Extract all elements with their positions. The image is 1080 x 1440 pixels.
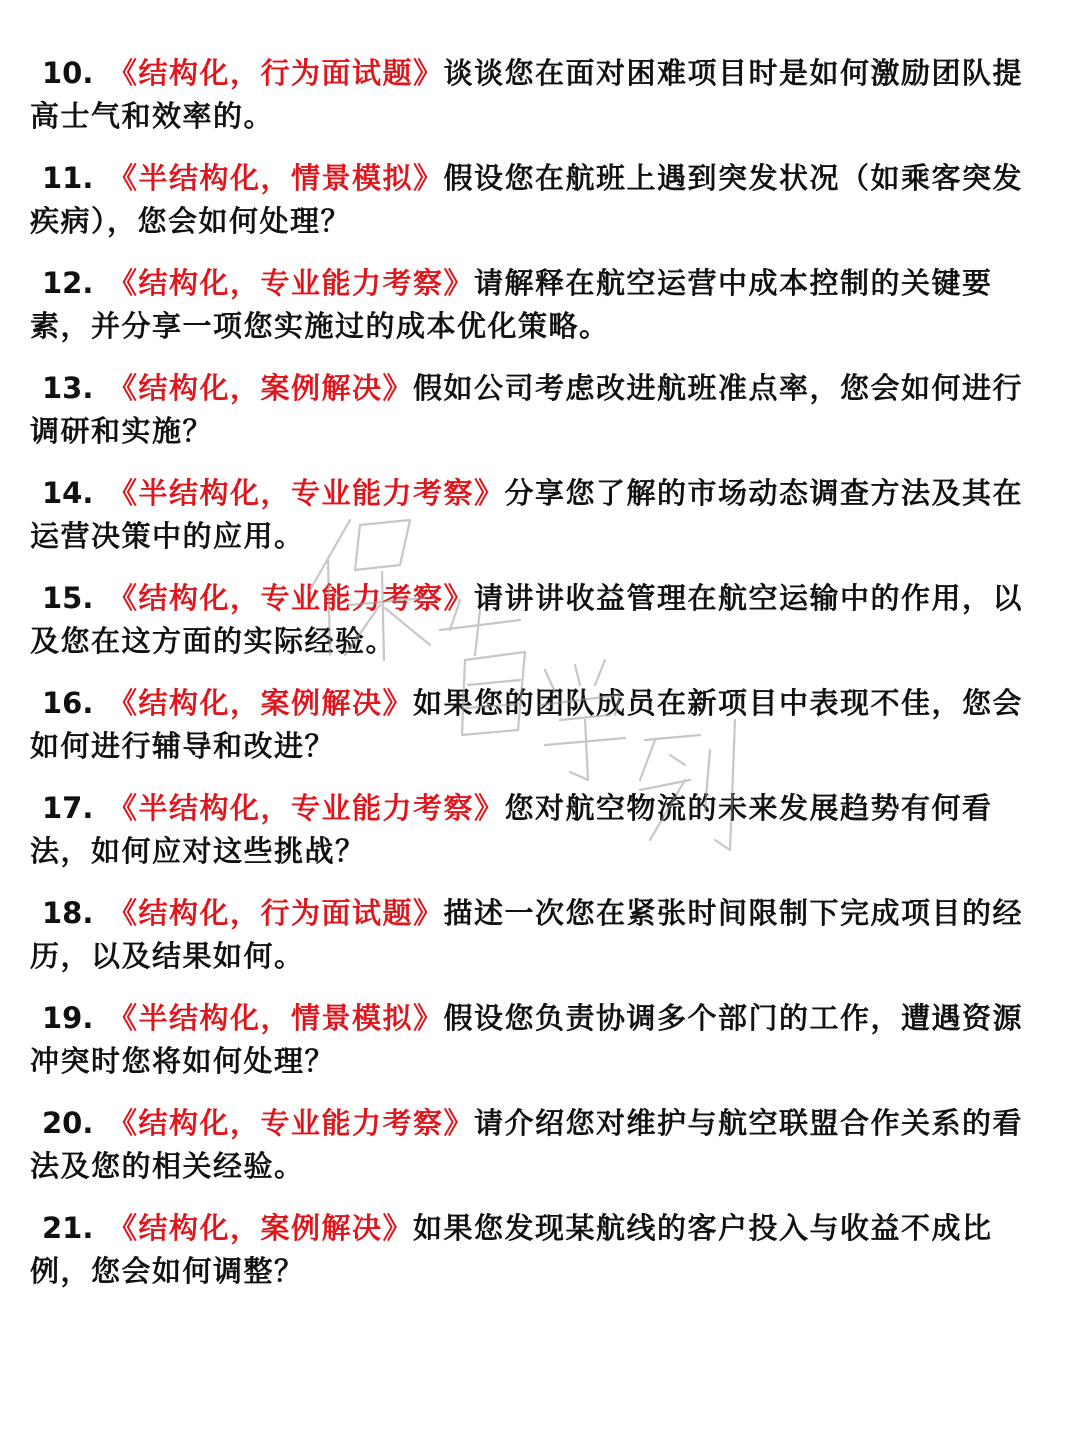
- question-tag: 《半结构化，情景模拟》: [108, 161, 444, 195]
- question-tag: 《结构化，行为面试题》: [108, 896, 444, 930]
- question-text: 您对航空物流的未来发展趋势有何看法，如何应对这些挑战？: [30, 791, 993, 868]
- question-item: [30, 52, 1042, 138]
- question-item: [30, 1207, 1042, 1293]
- question-item: [30, 682, 1042, 768]
- question-text: 如果您的团队成员在新项目中表现不佳，您会如何进行辅导和改进？: [30, 686, 1024, 763]
- question-tag: 《半结构化，情景模拟》: [108, 1001, 444, 1035]
- question-text: 描述一次您在紧张时间限制下完成项目的经历，以及结果如何。: [30, 896, 1024, 973]
- question-item: [30, 157, 1042, 243]
- question-tag: 《结构化，行为面试题》: [108, 56, 444, 90]
- question-text: 假设您负责协调多个部门的工作，遭遇资源冲突时您将如何处理？: [30, 1001, 1024, 1078]
- question-item: [30, 262, 1042, 348]
- question-tag: 《结构化，案例解决》: [108, 371, 414, 405]
- question-number: 18.: [42, 896, 94, 930]
- question-tag: 《结构化，案例解决》: [108, 1211, 414, 1245]
- question-number: 15.: [42, 581, 94, 615]
- question-tag: 《结构化，专业能力考察》: [108, 266, 475, 300]
- question-item: [30, 367, 1042, 453]
- question-number: 13.: [42, 371, 94, 405]
- question-number: 16.: [42, 686, 94, 720]
- question-text: 谈谈您在面对困难项目时是如何激励团队提高士气和效率的。: [30, 56, 1024, 133]
- question-number: 11.: [42, 161, 94, 195]
- question-item: [30, 472, 1042, 558]
- question-text: 请介绍您对维护与航空联盟合作关系的看法及您的相关经验。: [30, 1106, 1024, 1183]
- question-item: [30, 997, 1042, 1083]
- question-tag: 《结构化，案例解决》: [108, 686, 414, 720]
- question-tag: 《半结构化，专业能力考察》: [108, 476, 505, 510]
- question-number: 21.: [42, 1211, 94, 1245]
- question-text: 如果您发现某航线的客户投入与收益不成比例，您会如何调整？: [30, 1211, 993, 1288]
- question-number: 20.: [42, 1106, 94, 1140]
- question-text: 请解释在航空运营中成本控制的关键要素，并分享一项您实施过的成本优化策略。: [30, 266, 993, 343]
- question-item: [30, 577, 1042, 663]
- question-item: [30, 1102, 1042, 1188]
- question-tag: 《半结构化，专业能力考察》: [108, 791, 505, 825]
- question-text: 请讲讲收益管理在航空运输中的作用，以及您在这方面的实际经验。: [30, 581, 1024, 658]
- question-number: 17.: [42, 791, 94, 825]
- question-item: [30, 892, 1042, 978]
- question-text: 假设您在航班上遇到突发状况（如乘客突发疾病），您会如何处理？: [30, 161, 1024, 238]
- question-list: [30, 52, 1042, 1312]
- question-text: 分享您了解的市场动态调查方法及其在运营决策中的应用。: [30, 476, 1024, 553]
- question-number: 14.: [42, 476, 94, 510]
- question-item: [30, 787, 1042, 873]
- question-number: 12.: [42, 266, 94, 300]
- question-text: 假如公司考虑改进航班准点率，您会如何进行调研和实施？: [30, 371, 1024, 448]
- question-number: 10.: [42, 56, 94, 90]
- question-tag: 《结构化，专业能力考察》: [108, 581, 475, 615]
- question-tag: 《结构化，专业能力考察》: [108, 1106, 475, 1140]
- question-number: 19.: [42, 1001, 94, 1035]
